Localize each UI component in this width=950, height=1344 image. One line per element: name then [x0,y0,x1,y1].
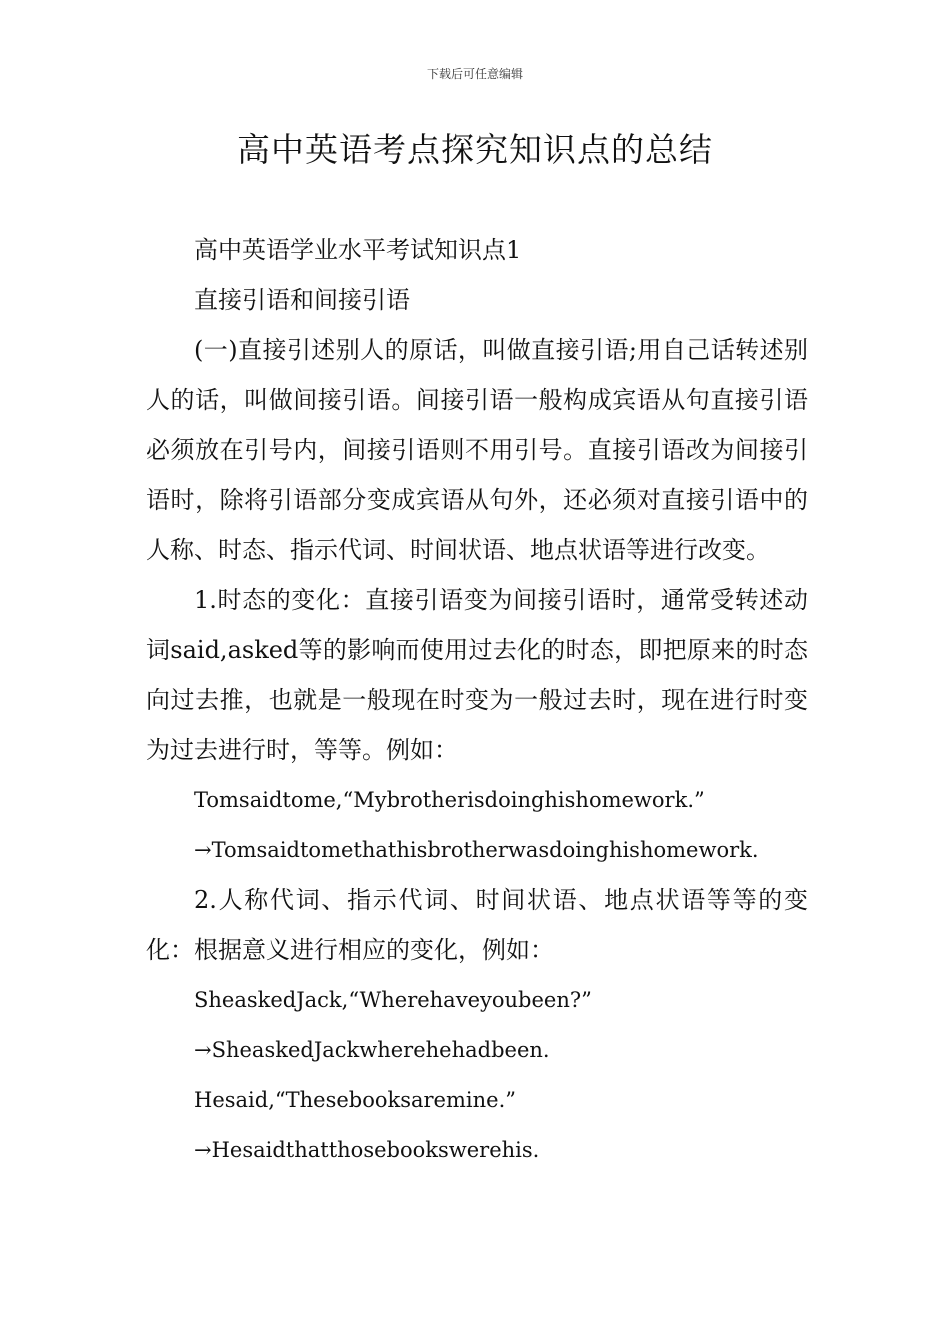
section-heading: 高中英语学业水平考试知识点1 [194,236,522,264]
example-sentence: SheaskedJack,“Wherehaveyoubeen?” [194,988,592,1012]
header-note: 下载后可任意编辑 [426,67,523,81]
paragraph-definition: (一)直接引述别人的原话，叫做直接引语;用自己话转述别人的话，叫做间接引语。间接引语一般构成宾语从句直接引语必须放在引号内，间接引语则不用引号。直接引语改为间接引语时，除将引语部分变成宾语从句外，还必须对直接引语中的人称、时态、指示代词、时间状语、地点状语等进行改变。 [146,336,808,564]
example-sentence: →Tomsaidtomethathisbrotherwasdoinghishomework. [194,838,759,862]
example-sentence: Hesaid,“Thesebooksaremine.” [194,1088,516,1112]
paragraph-tense-change: 1.时态的变化：直接引语变为间接引语时，通常受转述动词said,asked等的影响而使用过去化的时态，即把原来的时态向过去推，也就是一般现在时变为一般过去时，现在进行时变为过去进行时，等等。例如： [146,586,808,764]
topic-heading: 直接引语和间接引语 [194,286,410,314]
document-title: 高中英语考点探究知识点的总结 [237,130,713,169]
example-sentence: →Hesaidthatthosebookswerehis. [194,1138,540,1162]
document-body [146,225,808,1175]
paragraph-pronoun-change: 2.人称代词、指示代词、时间状语、地点状语等等的变化：根据意义进行相应的变化，例如： [146,886,808,964]
example-sentence: Tomsaidtome,“Mybrotherisdoinghishomework.” [194,788,705,812]
example-sentence: →SheaskedJackwherehehadbeen. [194,1038,550,1062]
